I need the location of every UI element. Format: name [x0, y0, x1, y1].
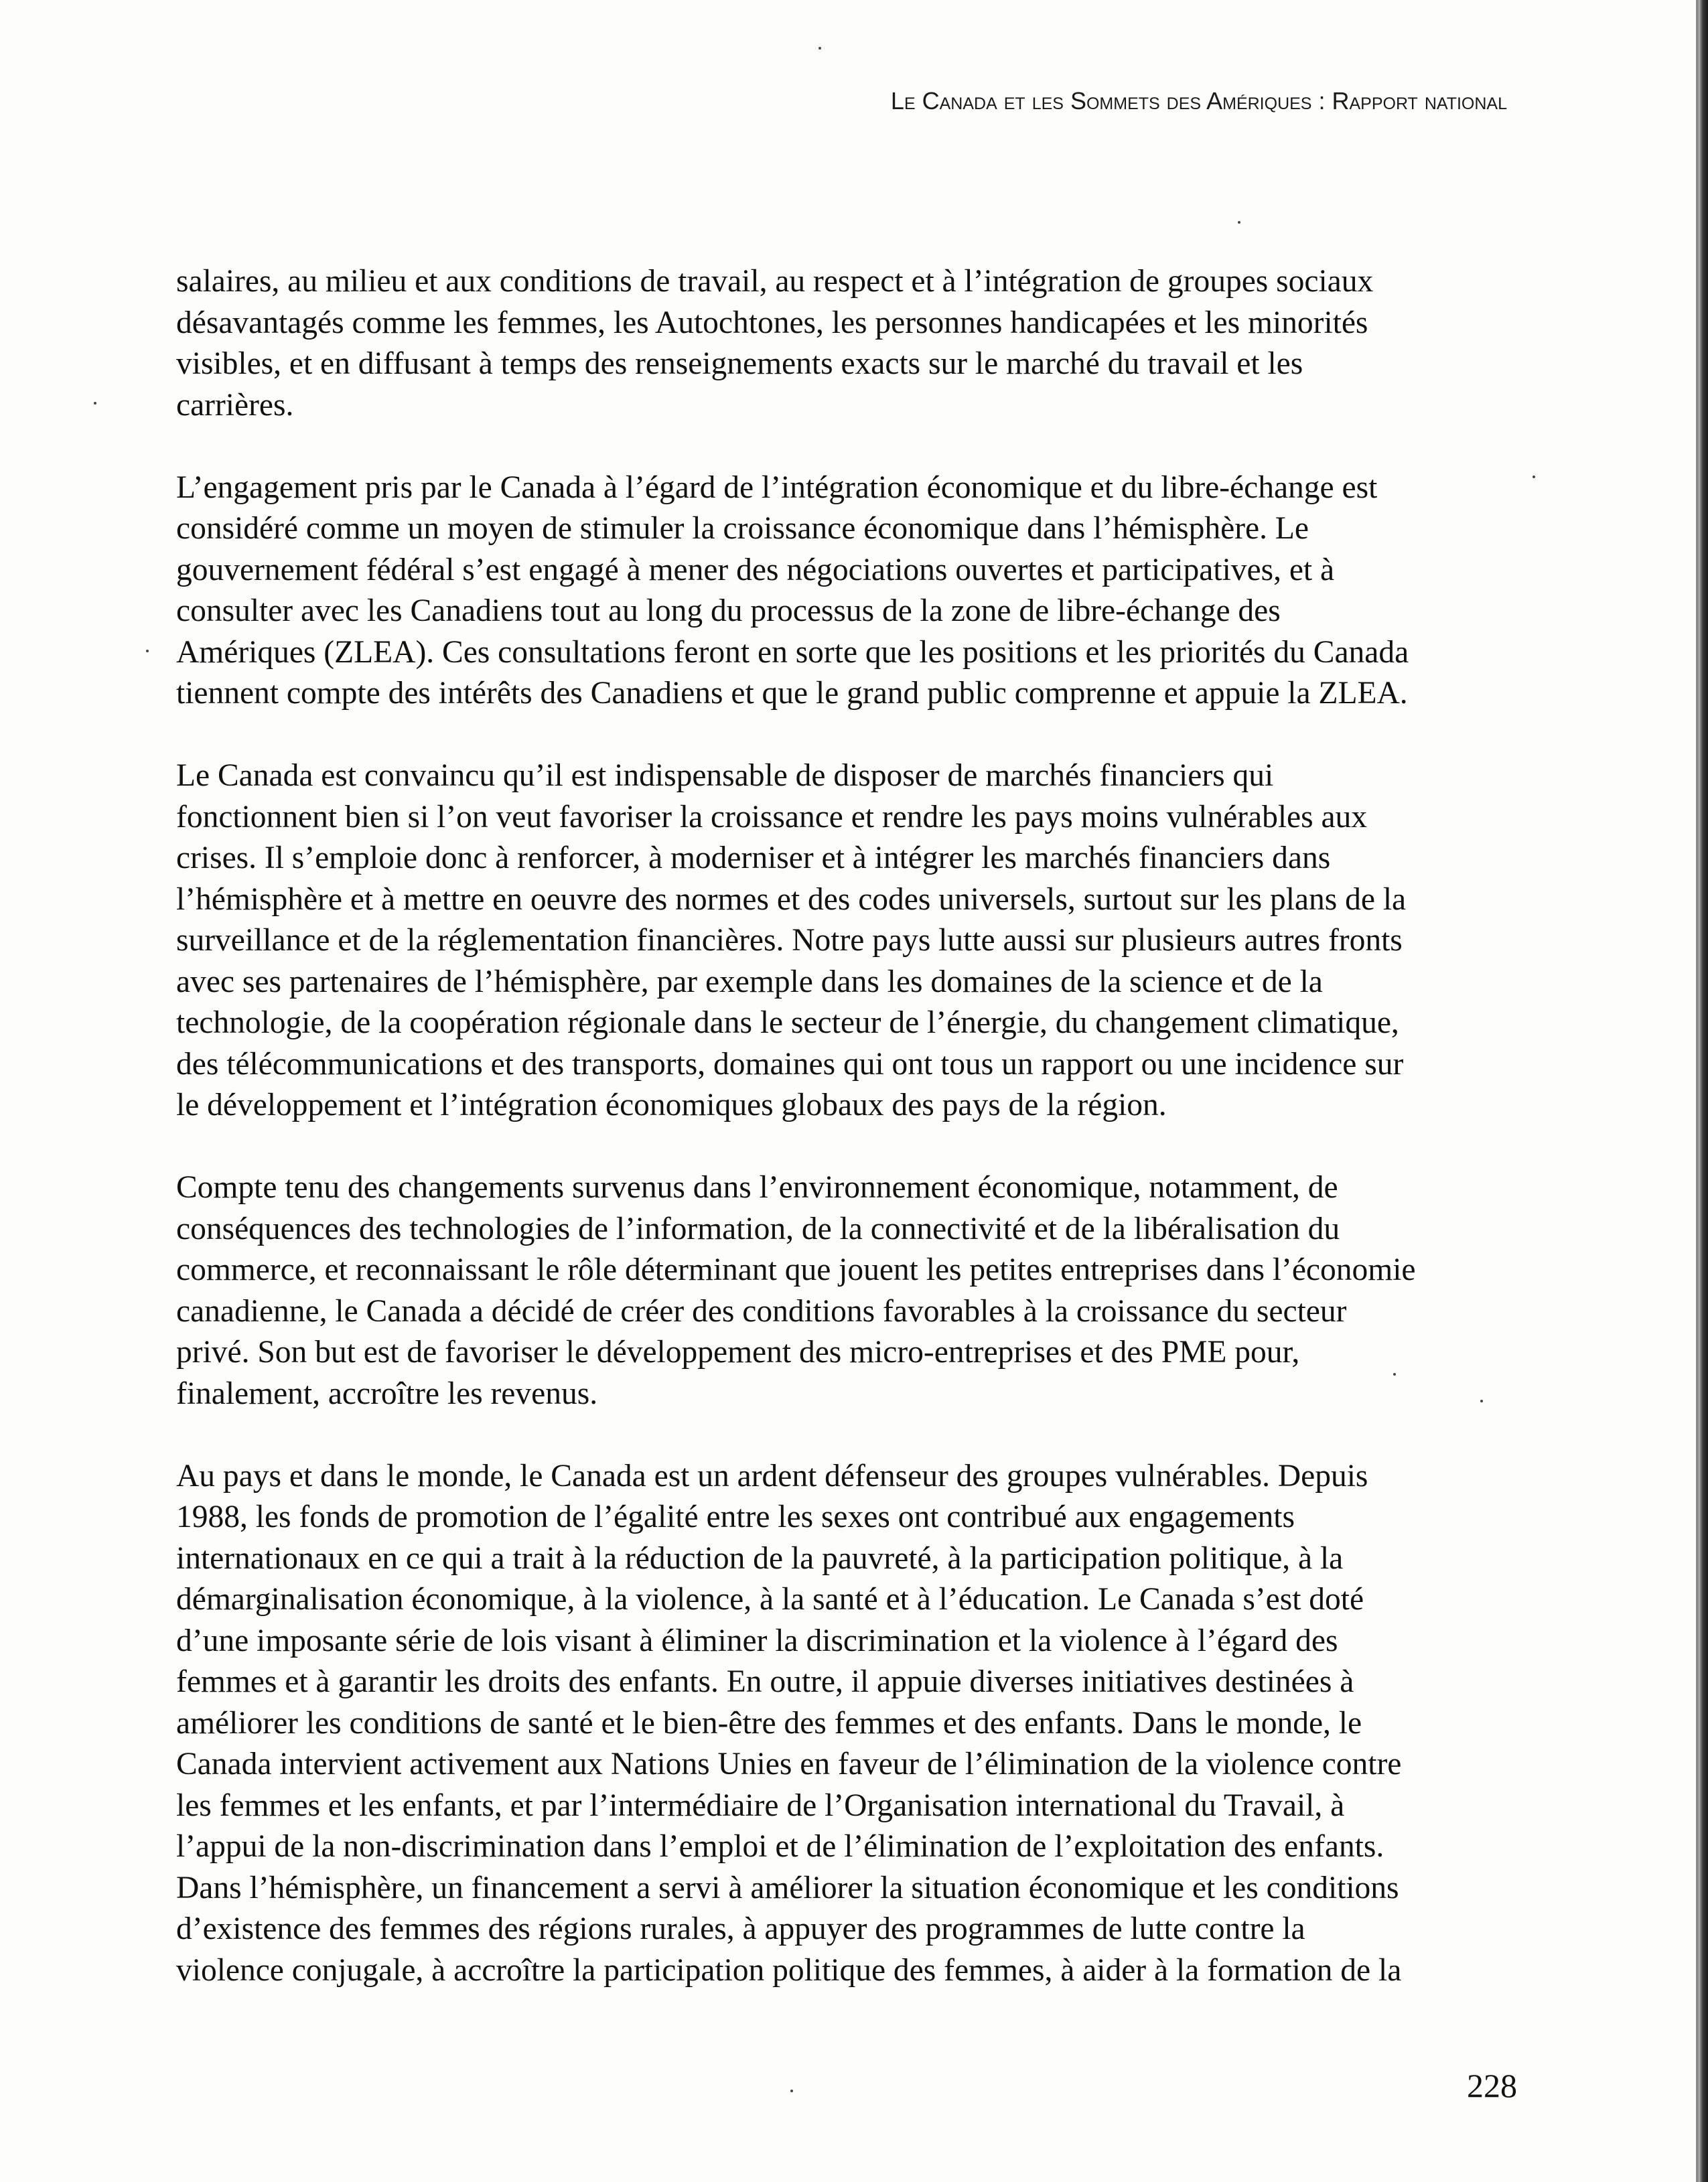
running-header: Le Canada et les Sommets des Amériques : Rapport national: [890, 87, 1507, 115]
text-line: commerce, et reconnaissant le rôle déterminant que jouent les petites entreprises dans l’économie: [176, 1252, 1416, 1287]
text-line: visibles, et en diffusant à temps des renseignements exacts sur le marché du travail et les: [176, 346, 1303, 381]
paragraph: [176, 261, 1522, 426]
text-line: 1988, les fonds de promotion de l’égalité entre les sexes ont contribué aux engagements: [176, 1500, 1295, 1534]
body-text: [176, 261, 1522, 2033]
text-line: Au pays et dans le monde, le Canada est un ardent défenseur des groupes vulnérables. Depuis: [176, 1458, 1368, 1494]
text-line: surveillance et de la réglementation financières. Notre pays lutte aussi sur plusieurs autres fronts: [176, 923, 1403, 958]
paragraph: [176, 755, 1522, 1126]
scan-speck: [146, 650, 149, 652]
text-line: tiennent compte des intérêts des Canadiens et que le grand public comprenne et appuie la ZLEA.: [176, 676, 1408, 711]
text-line: Le Canada est convaincu qu’il est indispensable de disposer de marchés financiers qui: [176, 758, 1274, 793]
text-line: le développement et l’intégration économiques globaux des pays de la région.: [176, 1088, 1167, 1122]
page-number: 228: [1467, 2067, 1517, 2104]
scan-speck: [1480, 1400, 1483, 1402]
paragraph: [176, 1456, 1522, 1992]
paragraph: [176, 1167, 1522, 1414]
scan-edge: [1699, 0, 1708, 2182]
text-line: consulter avec les Canadiens tout au long du processus de la zone de libre-échange des: [176, 593, 1281, 628]
text-line: fonctionnent bien si l’on veut favoriser la croissance et rendre les pays moins vulnérables aux: [176, 799, 1368, 834]
text-line: gouvernement fédéral s’est engagé à mener des négociations ouvertes et participatives, et à: [176, 552, 1335, 587]
text-line: considéré comme un moyen de stimuler la croissance économique dans l’hémisphère. Le: [176, 511, 1309, 546]
text-line: désavantagés comme les femmes, les Autochtones, les personnes handicapées et les minorités: [176, 305, 1368, 340]
text-line: conséquences des technologies de l’information, de la connectivité et de la libéralisation du: [176, 1211, 1340, 1246]
text-line: l’hémisphère et à mettre en oeuvre des normes et des codes universels, surtout sur les plans de la: [176, 881, 1407, 917]
text-line: salaires, au milieu et aux conditions de travail, au respect et à l’intégration de groupes sociaux: [176, 264, 1374, 299]
text-line: technologie, de la coopération régionale dans le secteur de l’énergie, du changement climatique,: [176, 1005, 1399, 1040]
text-line: Amériques (ZLEA). Ces consultations feront en sorte que les positions et les priorités du Canada: [176, 634, 1409, 670]
scan-speck: [1393, 1373, 1396, 1376]
text-line: Compte tenu des changements survenus dans l’environnement économique, notamment, de: [176, 1170, 1338, 1205]
text-line: crises. Il s’emploie donc à renforcer, à moderniser et à intégrer les marchés financiers dans: [176, 841, 1331, 875]
text-line: L’engagement pris par le Canada à l’égard de l’intégration économique et du libre-échange est: [176, 469, 1378, 505]
text-line: d’existence des femmes des régions rurales, à appuyer des programmes de lutte contre la: [176, 1911, 1305, 1946]
text-line: carrières.: [176, 387, 294, 423]
text-line: d’une imposante série de lois visant à éliminer la discrimination et la violence à l’égard des: [176, 1623, 1338, 1658]
text-line: violence conjugale, à accroître la participation politique des femmes, à aider à la formation de la: [176, 1952, 1402, 1988]
text-line: démarginalisation économique, à la violence, à la santé et à l’éducation. Le Canada s’est doté: [176, 1582, 1364, 1617]
text-line: les femmes et les enfants, et par l’intermédiaire de l’Organisation international du Travail, à: [176, 1788, 1345, 1823]
scan-speck: [1533, 476, 1535, 478]
text-line: internationaux en ce qui a trait à la réduction de la pauvreté, à la participation politique, à la: [176, 1540, 1344, 1576]
text-line: l’appui de la non-discrimination dans l’emploi et de l’élimination de l’exploitation des enfants.: [176, 1829, 1384, 1864]
text-line: Canada intervient activement aux Nations Unies en faveur de l’élimination de la violence contre: [176, 1747, 1402, 1781]
paragraph: [176, 467, 1522, 715]
scan-speck: [1238, 221, 1240, 224]
text-line: améliorer les conditions de santé et le bien-être des femmes et des enfants. Dans le monde, le: [176, 1705, 1362, 1741]
text-line: Dans l’hémisphère, un financement a servi à améliorer la situation économique et les conditions: [176, 1870, 1399, 1905]
text-line: canadienne, le Canada a décidé de créer des conditions favorables à la croissance du secteur: [176, 1293, 1347, 1329]
text-line: femmes et à garantir les droits des enfants. En outre, il appuie diverses initiatives destinées à: [176, 1664, 1354, 1699]
scan-speck: [819, 47, 821, 50]
scan-speck: [94, 402, 96, 405]
text-line: avec ses partenaires de l’hémisphère, par exemple dans les domaines de la science et de la: [176, 964, 1323, 999]
text-line: finalement, accroître les revenus.: [176, 1376, 598, 1411]
scan-speck: [790, 2090, 793, 2092]
text-line: privé. Son but est de favoriser le développement des micro-entreprises et des PME pour,: [176, 1335, 1300, 1370]
text-line: des télécommunications et des transports, domaines qui ont tous un rapport ou une incidence sur: [176, 1046, 1404, 1082]
